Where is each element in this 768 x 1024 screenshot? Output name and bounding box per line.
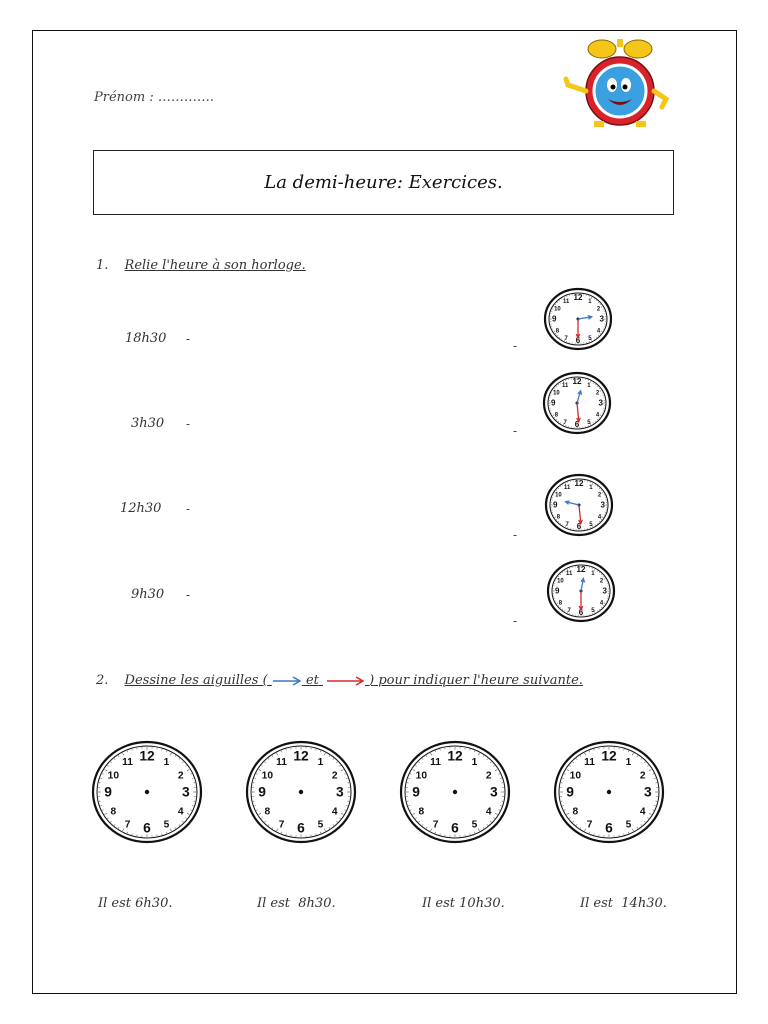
clock-number-12: 12 — [447, 748, 463, 764]
clock-number-10: 10 — [554, 306, 561, 313]
clock-small-2 — [541, 370, 613, 436]
clock-number-1: 1 — [163, 757, 170, 769]
clock-number-6: 6 — [297, 820, 305, 836]
clock-number-7: 7 — [563, 420, 567, 427]
clock-number-12: 12 — [601, 748, 617, 764]
clock-number-9: 9 — [552, 500, 558, 510]
clock-number-8: 8 — [555, 328, 560, 335]
clock-number-12: 12 — [576, 564, 586, 574]
clock-number-2: 2 — [596, 306, 601, 313]
clock-number-10: 10 — [107, 770, 120, 782]
clock-number-5: 5 — [471, 819, 478, 831]
clock-number-5: 5 — [625, 819, 632, 831]
clock-number-1: 1 — [589, 484, 593, 491]
caption-1-time: 6h30. — [135, 896, 173, 911]
clock-number-3: 3 — [336, 784, 344, 800]
clock-number-9: 9 — [550, 398, 556, 408]
clock-number-3: 3 — [600, 500, 606, 510]
clock-small-3 — [543, 472, 615, 538]
page-title: La demi-heure: Exercices. — [264, 172, 503, 193]
clock-number-2: 2 — [639, 770, 646, 782]
clock-number-4: 4 — [177, 806, 184, 818]
clock-number-7: 7 — [278, 819, 285, 831]
clock-number-9: 9 — [412, 784, 420, 800]
clock-number-10: 10 — [569, 770, 582, 782]
clock-number-11: 11 — [122, 757, 133, 769]
title-box — [93, 150, 674, 215]
clock-number-7: 7 — [586, 819, 593, 831]
caption-3-time: 10h30. — [459, 896, 505, 911]
right-dot-4[interactable]: - — [513, 614, 518, 628]
clock-number-9: 9 — [258, 784, 266, 800]
clock-number-9: 9 — [551, 314, 557, 324]
right-dot-1[interactable]: - — [513, 339, 518, 353]
clock-number-5: 5 — [591, 608, 595, 615]
clock-center — [607, 790, 611, 794]
clock-number-9: 9 — [554, 586, 560, 596]
clock-number-2: 2 — [599, 578, 604, 585]
clock-number-6: 6 — [576, 522, 582, 532]
clock-number-5: 5 — [588, 336, 592, 343]
clock-number-11: 11 — [561, 382, 569, 389]
exercise2-heading — [96, 673, 583, 688]
exercise1-number: 1. — [96, 258, 109, 273]
clock-blank-3[interactable] — [398, 739, 512, 845]
time-label-3: 12h30 — [120, 501, 162, 516]
clock-number-10: 10 — [261, 770, 274, 782]
clock-number-12: 12 — [139, 748, 155, 764]
clock-blank-1[interactable] — [90, 739, 204, 845]
instruction-middle: et — [305, 673, 319, 688]
clock-number-4: 4 — [639, 806, 646, 818]
clock-number-12: 12 — [572, 376, 582, 386]
clock-number-6: 6 — [143, 820, 151, 836]
caption-1-prefix: Il est — [98, 896, 132, 911]
clock-number-2: 2 — [177, 770, 184, 782]
clock-number-10: 10 — [553, 390, 560, 397]
red-arrow-icon — [323, 676, 365, 686]
clock-number-7: 7 — [564, 336, 568, 343]
clock-number-2: 2 — [485, 770, 492, 782]
exercise1-heading — [96, 258, 306, 273]
clock-number-3: 3 — [599, 314, 605, 324]
clock-number-3: 3 — [602, 586, 608, 596]
caption-4-prefix: Il est — [580, 896, 614, 911]
clock-number-3: 3 — [490, 784, 498, 800]
clock-number-8: 8 — [110, 806, 117, 818]
clock-number-8: 8 — [558, 600, 563, 607]
time-label-4: 9h30 — [131, 587, 165, 602]
clock-number-12: 12 — [574, 478, 584, 488]
clock-small-4 — [545, 558, 617, 624]
clock-number-11: 11 — [563, 484, 571, 491]
blue-arrow-icon — [272, 676, 302, 686]
clock-number-5: 5 — [587, 420, 591, 427]
clock-number-5: 5 — [317, 819, 324, 831]
prenom-field[interactable]: Prénom : …………. — [94, 90, 214, 105]
clock-number-1: 1 — [471, 757, 478, 769]
clock-number-10: 10 — [415, 770, 428, 782]
clock-number-5: 5 — [163, 819, 170, 831]
exercise1-instruction: Relie l'heure à son horloge. — [124, 258, 306, 273]
caption-3 — [422, 896, 505, 911]
clock-number-1: 1 — [591, 570, 595, 577]
alarm-clock-mascot-icon — [562, 35, 672, 131]
clock-number-1: 1 — [317, 757, 324, 769]
left-dot-1[interactable]: - — [186, 332, 191, 346]
clock-center — [453, 790, 457, 794]
clock-number-7: 7 — [565, 522, 569, 529]
clock-number-5: 5 — [589, 522, 593, 529]
clock-number-4: 4 — [597, 514, 602, 521]
clock-number-4: 4 — [331, 806, 338, 818]
left-dot-2[interactable]: - — [186, 417, 191, 431]
caption-2-time: 8h30. — [298, 896, 336, 911]
clock-number-4: 4 — [599, 600, 604, 607]
left-dot-4[interactable]: - — [186, 588, 191, 602]
clock-number-11: 11 — [276, 757, 287, 769]
clock-number-8: 8 — [572, 806, 579, 818]
clock-number-8: 8 — [556, 514, 561, 521]
clock-blank-2[interactable] — [244, 739, 358, 845]
clock-number-4: 4 — [595, 412, 600, 419]
clock-number-3: 3 — [182, 784, 190, 800]
clock-number-7: 7 — [432, 819, 439, 831]
clock-number-6: 6 — [451, 820, 459, 836]
clock-number-2: 2 — [331, 770, 338, 782]
clock-small-1 — [542, 286, 614, 352]
clock-number-6: 6 — [578, 608, 584, 618]
clock-number-10: 10 — [557, 578, 564, 585]
clock-number-6: 6 — [575, 336, 581, 346]
left-dot-3[interactable]: - — [186, 502, 191, 516]
caption-3-prefix: Il est — [422, 896, 456, 911]
caption-2 — [257, 896, 336, 911]
right-dot-3[interactable]: - — [513, 528, 518, 542]
clock-number-8: 8 — [264, 806, 271, 818]
instruction-suffix: ) pour indiquer l'heure suivante. — [369, 673, 583, 688]
clock-number-1: 1 — [587, 382, 591, 389]
clock-number-6: 6 — [574, 420, 580, 430]
clock-number-9: 9 — [104, 784, 112, 800]
clock-number-10: 10 — [555, 492, 562, 499]
clock-center — [145, 790, 149, 794]
clock-number-7: 7 — [124, 819, 131, 831]
caption-2-prefix: Il est — [257, 896, 291, 911]
exercise2-instruction — [125, 673, 583, 688]
clock-number-3: 3 — [644, 784, 652, 800]
time-label-2: 3h30 — [131, 416, 165, 431]
clock-number-6: 6 — [605, 820, 613, 836]
clock-number-8: 8 — [554, 412, 559, 419]
clock-number-1: 1 — [625, 757, 632, 769]
clock-number-11: 11 — [565, 570, 573, 577]
clock-number-2: 2 — [595, 390, 600, 397]
time-label-1: 18h30 — [125, 331, 167, 346]
clock-number-7: 7 — [567, 608, 571, 615]
clock-number-11: 11 — [562, 298, 570, 305]
clock-number-12: 12 — [573, 292, 583, 302]
clock-blank-4[interactable] — [552, 739, 666, 845]
clock-number-11: 11 — [430, 757, 441, 769]
caption-1 — [98, 896, 172, 911]
clock-number-9: 9 — [566, 784, 574, 800]
instruction-prefix: Dessine les aiguilles ( — [124, 673, 268, 688]
right-dot-2[interactable]: - — [513, 424, 518, 438]
clock-center — [299, 790, 303, 794]
clock-number-3: 3 — [598, 398, 604, 408]
caption-4-time: 14h30. — [621, 896, 667, 911]
clock-number-2: 2 — [597, 492, 602, 499]
clock-number-4: 4 — [485, 806, 492, 818]
caption-4 — [580, 896, 667, 911]
clock-number-1: 1 — [588, 298, 592, 305]
clock-number-12: 12 — [293, 748, 309, 764]
clock-number-11: 11 — [584, 757, 595, 769]
exercise2-number: 2. — [96, 673, 109, 688]
clock-number-4: 4 — [596, 328, 601, 335]
clock-number-8: 8 — [418, 806, 425, 818]
